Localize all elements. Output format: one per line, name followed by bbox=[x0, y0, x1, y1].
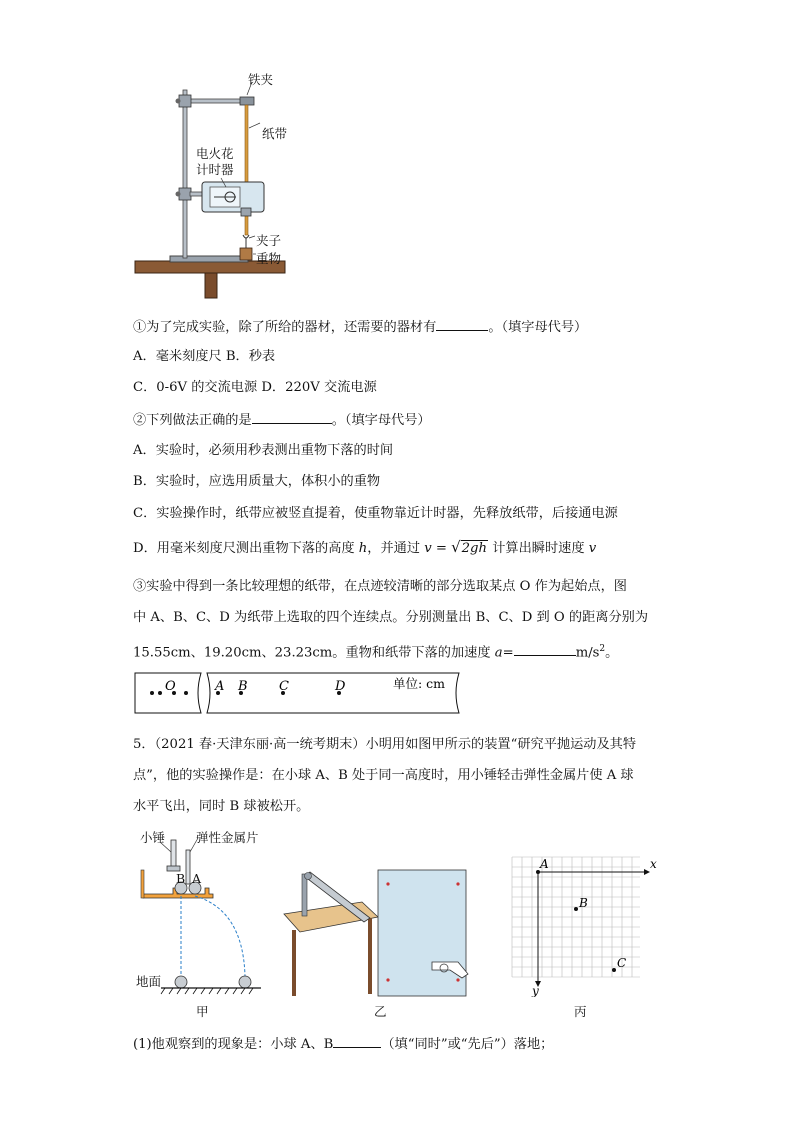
label-hammer: 小锤 bbox=[140, 830, 166, 845]
label-timer-line2: 计时器 bbox=[196, 162, 234, 177]
caption-jia: 甲 bbox=[196, 1004, 209, 1019]
sqrt-symbol: √ bbox=[451, 538, 461, 556]
q1-options-cd: C．0-6V 的交流电源 D．220V 交流电源 bbox=[133, 380, 377, 395]
caption-bing: 丙 bbox=[574, 1004, 587, 1019]
q5-line3: 水平飞出，同时 B 球被松开。 bbox=[133, 799, 310, 814]
tape-label-B: B bbox=[238, 679, 248, 694]
label-weight: 重物 bbox=[256, 251, 282, 266]
q5-line1: 5．（2021 春·天津东丽·高一统考期末）小明用如图甲所示的装置“研究平抛运动及其特 bbox=[133, 737, 637, 752]
label-clip: 夹子 bbox=[256, 233, 282, 248]
q2-option-d: D．用毫米刻度尺测出重物下落的高度 h，并通过 v = √2gh 计算出瞬时速度 v bbox=[133, 538, 597, 556]
figure-yi-incline-board bbox=[282, 862, 482, 1002]
tape-label-D: D bbox=[335, 679, 346, 694]
radicand: 2gh bbox=[461, 541, 487, 556]
tape-label-O: O bbox=[165, 679, 176, 694]
q2-prompt: ②下列做法正确的是 。（填字母代号） bbox=[133, 413, 431, 428]
q1-prompt: ①为了完成实验，除了所给的器材，还需要的器材有 。（填字母代号） bbox=[133, 320, 588, 335]
grid-axis-x: x bbox=[650, 857, 657, 871]
q2-option-c: C．实验操作时，纸带应被竖直提着，使重物靠近计时器，先释放纸带，后接通电源 bbox=[133, 506, 618, 521]
q5-1-prompt: (1)他观察到的现象是：小球 A、B （填“同时”或“先后”）落地； bbox=[133, 1037, 554, 1052]
q3-line3: 15.55cm、19.20cm、23.23cm。重物和纸带下落的加速度 $a= m/s^2$。 bbox=[133, 644, 619, 661]
label-ball-B: B bbox=[176, 871, 186, 886]
label-iron-clamp: 铁夹 bbox=[248, 72, 274, 87]
q2-option-a: A．实验时，必须用秒表测出重物下落的时间 bbox=[133, 443, 394, 458]
grid-axis-y: y bbox=[532, 984, 539, 997]
grid-label-C: C bbox=[617, 956, 627, 970]
timer-apparatus-figure bbox=[130, 68, 330, 303]
label-spring-plate: 弹性金属片 bbox=[196, 830, 259, 845]
q5-1-answer-blank[interactable] bbox=[333, 1035, 381, 1048]
caption-yi: 乙 bbox=[374, 1004, 387, 1019]
q3-answer-blank[interactable] bbox=[514, 643, 576, 656]
q1-answer-blank[interactable] bbox=[436, 318, 488, 331]
tape-label-C: C bbox=[279, 679, 289, 694]
label-ball-A: A bbox=[192, 871, 202, 886]
figure-jia-drop-apparatus bbox=[133, 830, 263, 995]
q3-line1: ③实验中得到一条比较理想的纸带，在点迹较清晰的部分选取某点 O 作为起始点，图 bbox=[133, 579, 627, 594]
figure-bing-grid bbox=[510, 855, 660, 997]
q2-answer-blank[interactable] bbox=[252, 411, 332, 424]
grid-label-A: A bbox=[540, 857, 549, 871]
paper-tape-figure bbox=[133, 670, 463, 718]
grid-label-B: B bbox=[579, 896, 588, 910]
q3-line2: 中 A、B、C、D 为纸带上选取的四个连续点。分别测量出 B、C、D 到 O 的距离分别为 bbox=[133, 610, 649, 625]
label-paper-tape: 纸带 bbox=[262, 126, 288, 141]
q5-line2: 点”，他的实验操作是：在小球 A、B 处于同一高度时，用小锤轻击弹性金属片使 A 球 bbox=[133, 768, 634, 783]
tape-unit-label: 单位: cm bbox=[393, 676, 446, 691]
label-timer-line1: 电火花 bbox=[196, 146, 234, 161]
q1-options-ab: A．毫米刻度尺 B．秒表 bbox=[133, 349, 276, 364]
q2-option-b: B．实验时，应选用质量大，体积小的重物 bbox=[133, 474, 381, 489]
label-ground: 地面 bbox=[136, 974, 162, 989]
tape-label-A: A bbox=[215, 679, 225, 694]
